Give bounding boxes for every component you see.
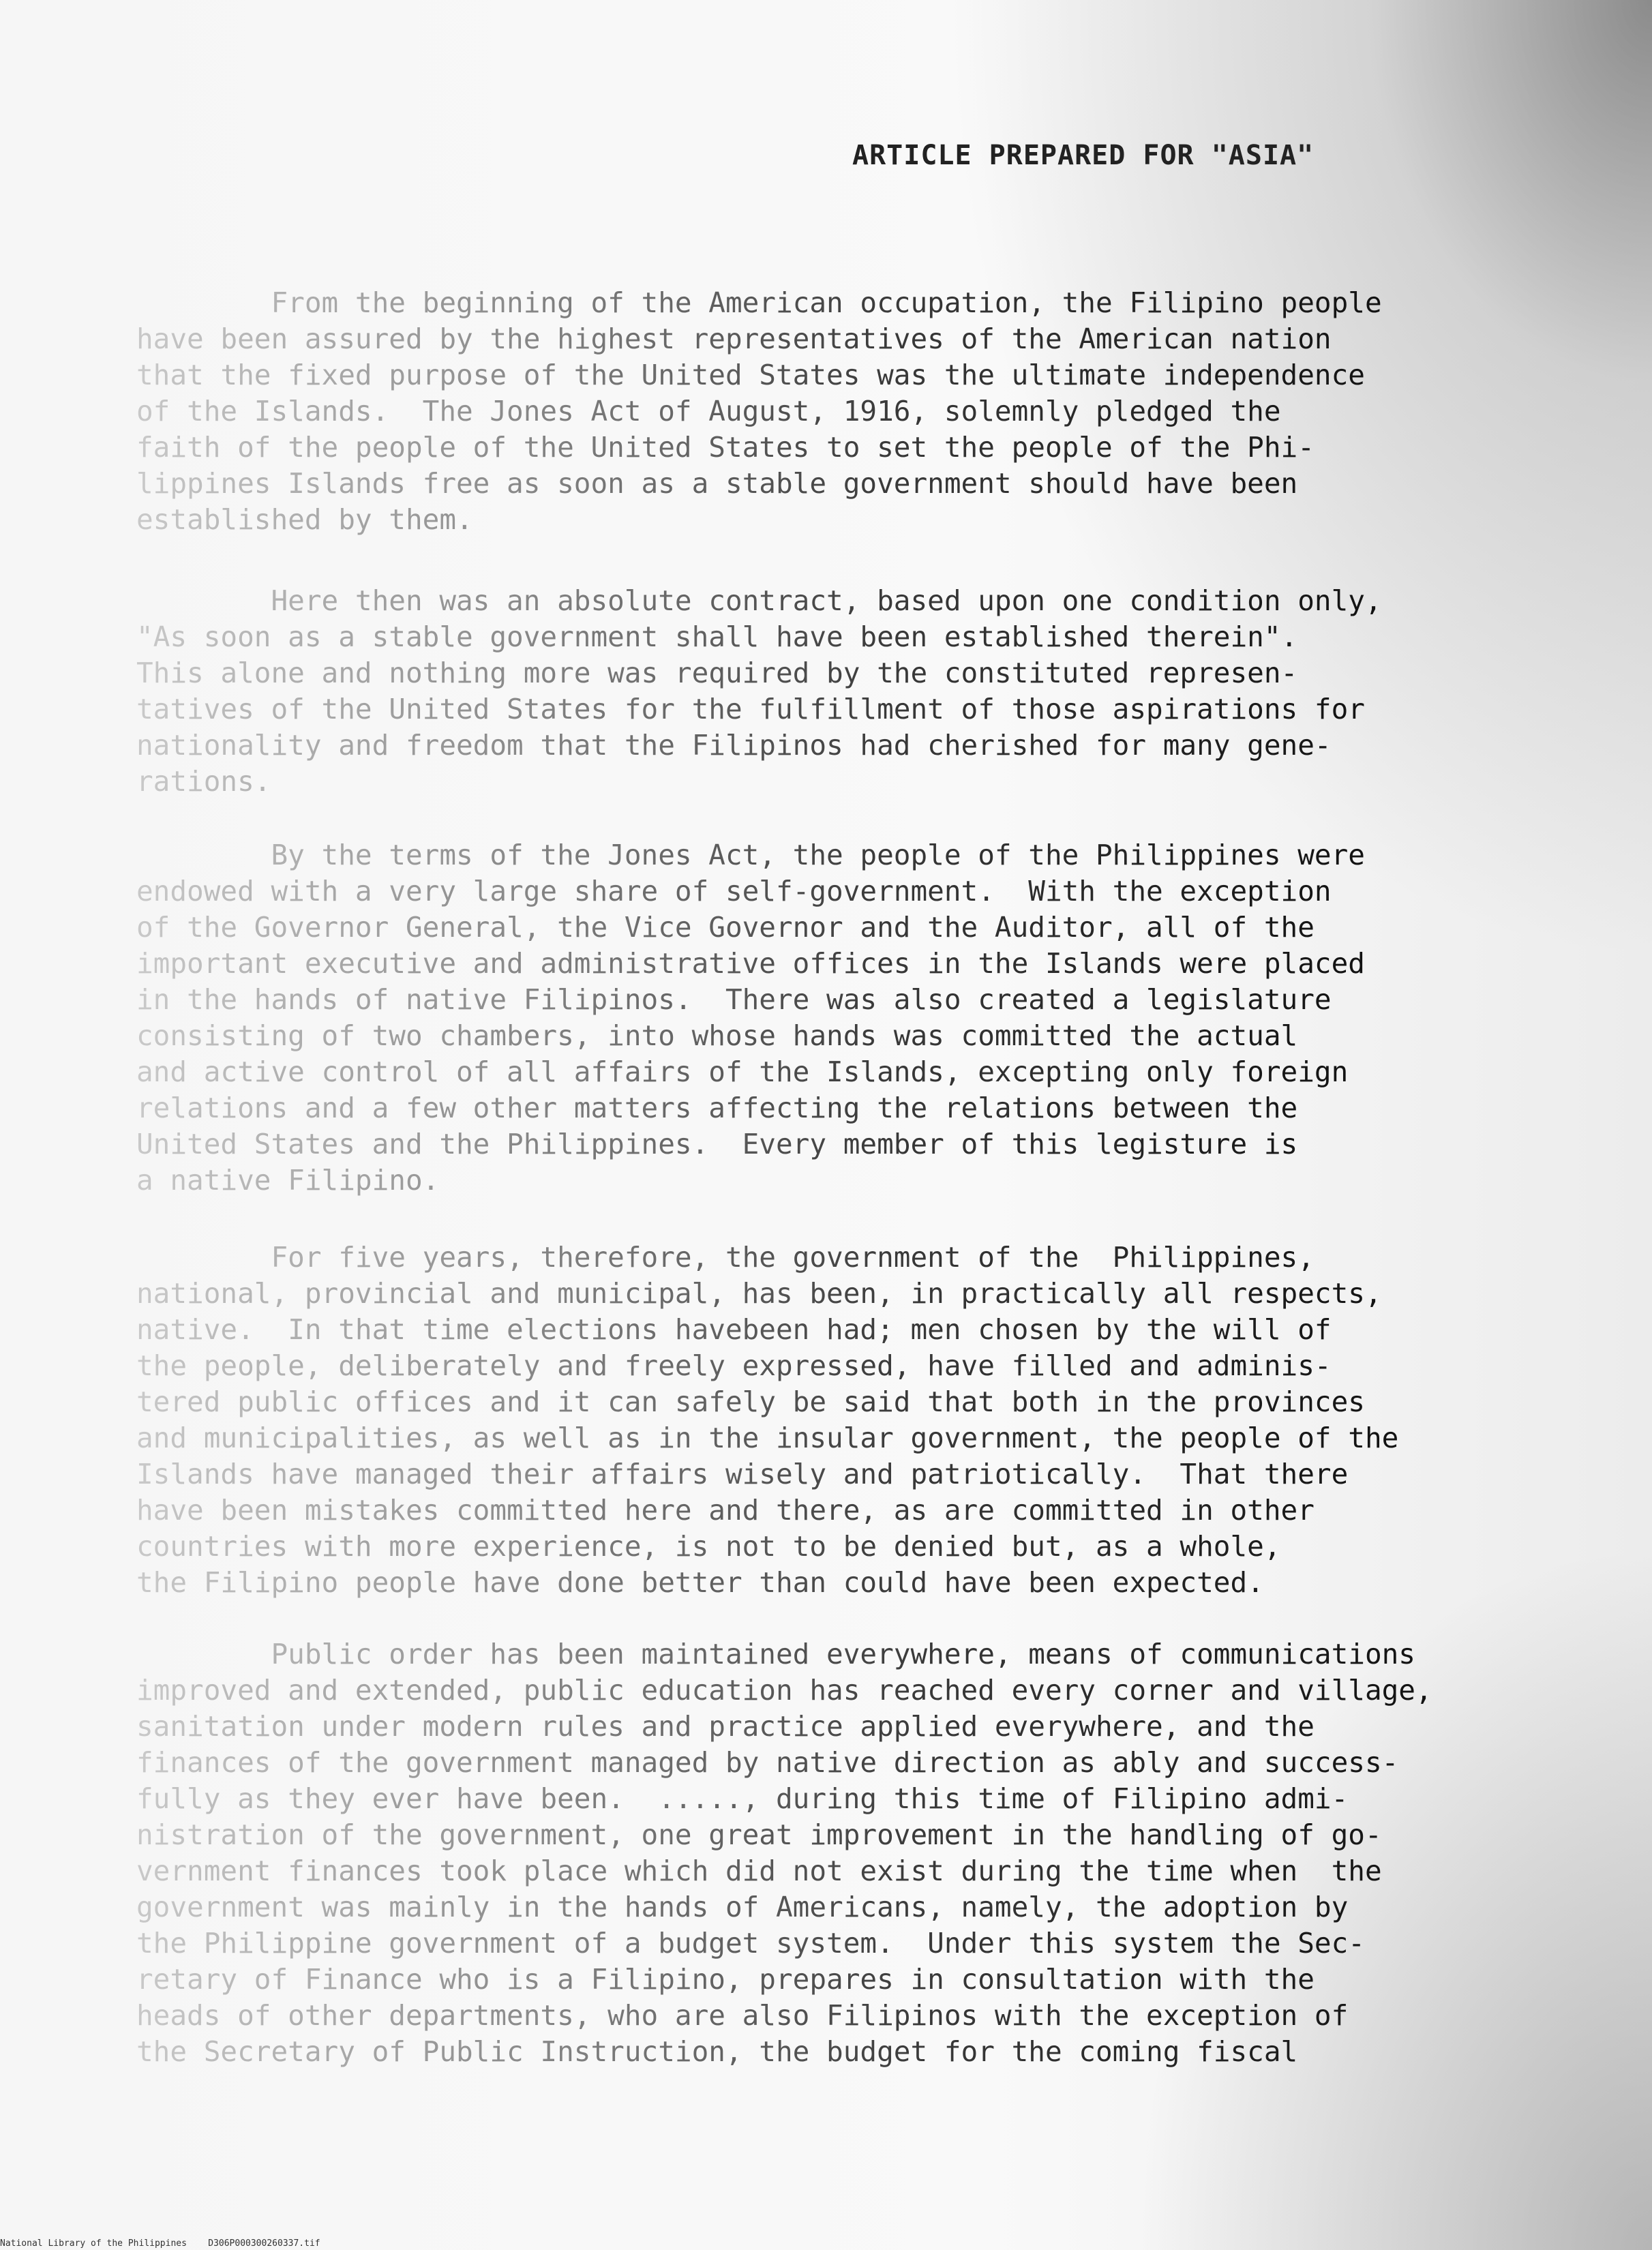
text-line: finances of the government managed by native direction as ably and success- [136,1745,1432,1781]
paragraph [136,837,1365,1199]
text-line: lippines Islands free as soon as a stable government should have been [136,466,1382,502]
text-line: retary of Finance who is a Filipino, prepares in consultation with the [136,1962,1432,1998]
text-line: By the terms of the Jones Act, the people of the Philippines were [136,837,1365,873]
text-line: improved and extended, public education has reached every corner and village, [136,1672,1432,1709]
text-line: of the Governor General, the Vice Governor and the Auditor, all of the [136,910,1365,946]
paragraph [136,583,1382,800]
text-line: Public order has been maintained everywhere, means of communications [136,1636,1432,1672]
text-line: countries with more experience, is not to be denied but, as a whole, [136,1529,1398,1565]
text-line: important executive and administrative offices in the Islands were placed [136,946,1365,982]
text-line: the Secretary of Public Instruction, the budget for the coming fiscal [136,2034,1432,2070]
text-line: From the beginning of the American occupation, the Filipino people [136,285,1382,321]
text-line: endowed with a very large share of self-government. With the exception [136,873,1365,910]
paragraph [136,1240,1398,1601]
text-line: tatives of the United States for the fulfillment of those aspirations for [136,691,1382,728]
text-line: heads of other departments, who are also Filipinos with the exception of [136,1998,1432,2034]
text-line: have been assured by the highest representatives of the American nation [136,321,1382,357]
text-line: consisting of two chambers, into whose hands was committed the actual [136,1018,1365,1054]
text-line: the Philippine government of a budget system. Under this system the Sec- [136,1925,1432,1962]
text-line: of the Islands. The Jones Act of August, 1916, solemnly pledged the [136,393,1382,430]
text-line: nistration of the government, one great improvement in the handling of go- [136,1817,1432,1853]
text-line: nationality and freedom that the Filipinos had cherished for many gene- [136,728,1382,764]
text-line: the people, deliberately and freely expressed, have filled and adminis- [136,1348,1398,1384]
article-title: ARTICLE PREPARED FOR "ASIA" [852,140,1315,171]
text-line: rations. [136,764,1382,800]
text-line: and municipalities, as well as in the insular government, the people of the [136,1420,1398,1456]
text-line: This alone and nothing more was required by the constituted represen- [136,655,1382,691]
text-line: and active control of all affairs of the Islands, excepting only foreign [136,1054,1365,1090]
text-line: "As soon as a stable government shall have been established therein". [136,619,1382,655]
text-line: United States and the Philippines. Every member of this legisture is [136,1126,1365,1162]
paragraph [136,1636,1432,2070]
text-line: Islands have managed their affairs wisely and patriotically. That there [136,1456,1398,1492]
text-line: the Filipino people have done better than could have been expected. [136,1565,1398,1601]
text-line: that the fixed purpose of the United States was the ultimate independence [136,357,1382,393]
text-line: sanitation under modern rules and practice applied everywhere, and the [136,1709,1432,1745]
text-line: national, provincial and municipal, has been, in practically all respects, [136,1276,1398,1312]
text-line: established by them. [136,502,1382,538]
text-line: For five years, therefore, the government of the Philippines, [136,1240,1398,1276]
text-line: native. In that time elections havebeen had; men chosen by the will of [136,1312,1398,1348]
text-line: a native Filipino. [136,1162,1365,1199]
text-line: tered public offices and it can safely be said that both in the provinces [136,1384,1398,1420]
text-line: have been mistakes committed here and there, as are committed in other [136,1492,1398,1529]
paragraph [136,285,1382,538]
text-line: vernment finances took place which did not exist during the time when the [136,1853,1432,1889]
text-line: government was mainly in the hands of Americans, namely, the adoption by [136,1889,1432,1925]
text-line: fully as they ever have been. ....., during this time of Filipino admi- [136,1781,1432,1817]
text-line: Here then was an absolute contract, based upon one condition only, [136,583,1382,619]
text-line: relations and a few other matters affecting the relations between the [136,1090,1365,1126]
text-line: in the hands of native Filipinos. There was also created a legislature [136,982,1365,1018]
text-line: faith of the people of the United States to set the people of the Phi- [136,430,1382,466]
archive-footer: National Library of the Philippines D306P000300260337.tif [0,2238,320,2249]
